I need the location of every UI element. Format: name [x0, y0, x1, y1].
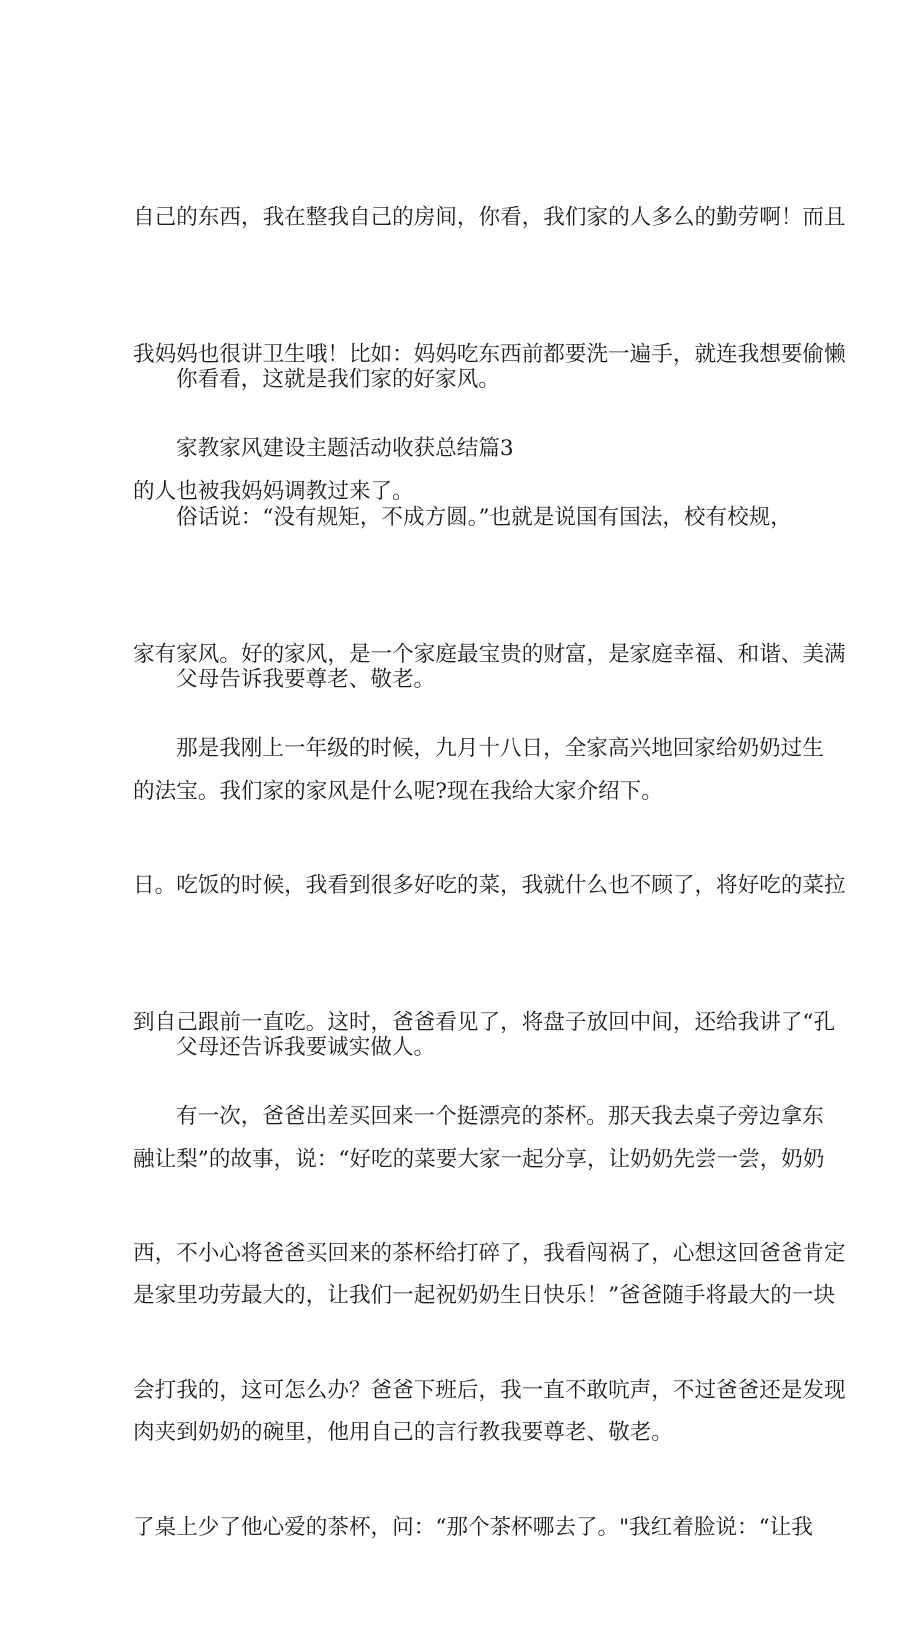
paragraph-1-line-2: 我妈妈也很讲卫生哦！比如：妈妈吃东西前都要洗一遍手，就连我想要偷懒 [133, 341, 846, 367]
paragraph-2-line-1: 你看看，这就是我们家的好家风。 [176, 367, 500, 393]
paragraph-4-line-2: 家有家风。好的家风，是一个家庭最宝贵的财富，是家庭幸福、和谐、美满 [133, 641, 846, 667]
paragraph-4-line-3: 的法宝。我们家的家风是什么呢?现在我给大家介绍下。 [133, 778, 663, 804]
paragraph-6-line-4: 融让梨”的故事，说：“好吃的菜要大家一起分享，让奶奶先尝一尝，奶奶 [133, 1146, 825, 1172]
paragraph-7-line-1: 父母还告诉我要诚实做人。 [176, 1035, 436, 1061]
paragraph-8-line-1: 有一次，爸爸出差买回来一个挺漂亮的茶杯。那天我去桌子旁边拿东 [176, 1104, 824, 1130]
paragraph-6-line-1: 那是我刚上一年级的时候，九月十八日，全家高兴地回家给奶奶过生 [176, 736, 824, 762]
paragraph-8-line-4: 了桌上少了他心爱的茶杯，问：“那个茶杯哪去了。"我红着脸说：“让我 [133, 1514, 813, 1540]
paragraph-1-line-3: 的人也被我妈妈调教过来了。 [133, 478, 414, 504]
paragraph-4-line-1: 俗话说：“没有规矩，不成方圆。”也就是说国有国法，校有校规， [176, 505, 792, 531]
section-heading-line: 家教家风建设主题活动收获总结篇3 [176, 436, 514, 462]
paragraph-6-line-3: 到自己跟前一直吃。这时，爸爸看见了，将盘子放回中间，还给我讲了“孔 [133, 1009, 836, 1035]
paragraph-8-line-2: 西，不小心将爸爸买回来的茶杯给打碎了，我看闯祸了，心想这回爸爸肯定 [133, 1240, 846, 1266]
paragraph-6-line-6: 肉夹到奶奶的碗里，他用自己的言行教我要尊老、敬老。 [133, 1420, 673, 1446]
paragraph-6-line-5: 是家里功劳最大的，让我们一起祝奶奶生日快乐！”爸爸随手将最大的一块 [133, 1283, 836, 1309]
paragraph-6-line-2: 日。吃饭的时候，我看到很多好吃的菜，我就什么也不顾了，将好吃的菜拉 [133, 872, 846, 898]
paragraph-1-line-1: 自己的东西，我在整我自己的房间，你看，我们家的人多么的勤劳啊！而且 [133, 205, 846, 231]
paragraph-8 [133, 1003, 846, 1641]
paragraph-5-line-1: 父母告诉我要尊老、敬老。 [176, 667, 436, 693]
paragraph-8-line-3: 会打我的，这可怎么办？爸爸下班后，我一直不敢吭声，不过爸爸还是发现 [133, 1377, 846, 1403]
